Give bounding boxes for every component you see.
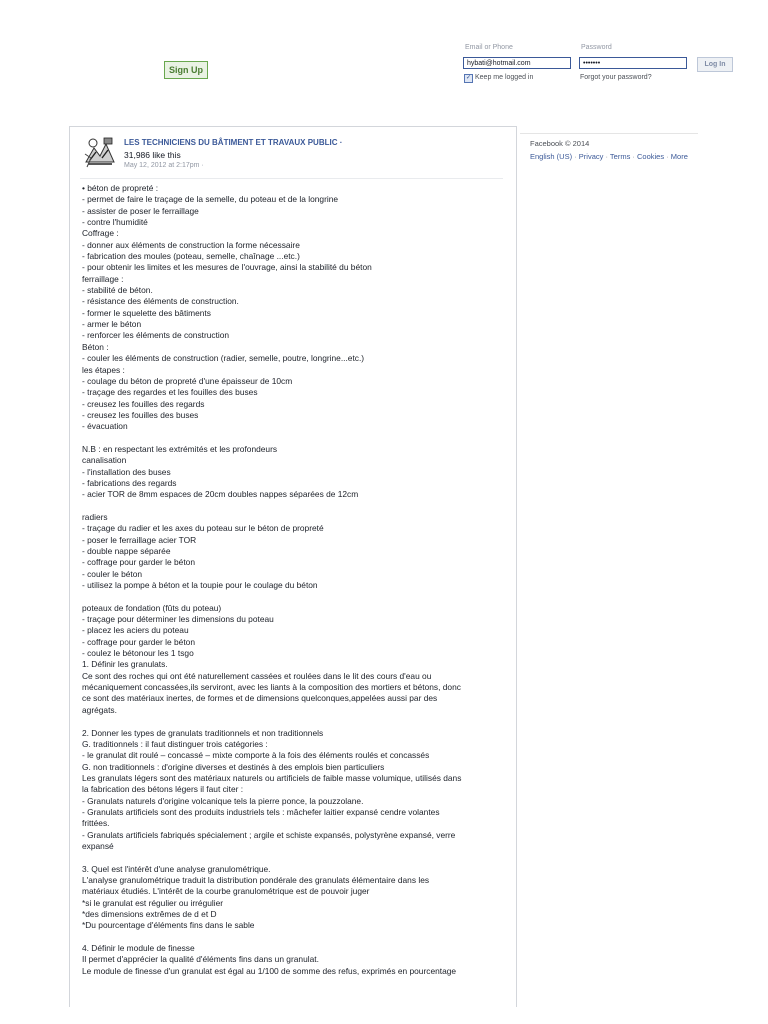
construction-logo-icon [82,134,118,170]
post-body-line: canalisation [82,455,127,466]
post-body-line: - Granulats naturels d'origine volcanique tels la pierre ponce, la pouzzolane. [82,795,364,806]
post-body-line: • béton de propreté : [82,183,159,193]
post-body-line: ferraillage : [82,273,124,284]
post-body-line: - coffrage pour garder le béton [82,636,195,647]
post-body-line: - utilisez la pompe à béton et la toupie pour le coulage du béton [82,580,318,591]
post-body-line: la fabrication des bétons légers il faut citer : [82,784,244,795]
post-body-line: - contre l'humidité [82,217,148,228]
likes-count: 31,986 like this [124,150,181,160]
sign-up-button[interactable]: Sign Up [164,61,208,79]
post-body-line: Les granulats légers sont des matériaux naturels ou artificiels de faible masse volumique, utilisés dans [82,772,462,783]
post-body-line: - coffrage pour garder le béton [82,557,195,568]
post-body-line: - armer le béton [82,319,142,330]
post-body-line: - coulez le bétonour les 1 tsgo [82,648,194,659]
post-body-line: *Du pourcentage d'éléments fins dans le sable [82,920,255,931]
post-body-line: - donner aux éléments de construction la forme nécessaire [82,239,300,250]
post-body-line: - fabrication des moules (poteau, semelle, chaînage ...etc.) [82,251,300,262]
sidebar-divider [520,133,698,134]
footer-link-terms[interactable]: Terms [609,152,631,161]
post-body-line: 4. Définir le module de finesse [82,943,195,954]
post-body-line: - le granulat dit roulé – concassé – mixte comporte à la fois des éléments roulés et concassés [82,750,430,761]
password-input[interactable]: ••••••• [579,57,687,69]
password-label: Password [581,44,612,51]
post-body-line: matériaux étudiés. L'intérêt de la courbe granulométrique est de pouvoir juger [82,886,370,897]
post-body-line: radiers [82,511,108,522]
copyright-text: Facebook © 2014 [530,139,590,148]
post-body-line: poteaux de fondation (fûts du poteau) [82,602,222,613]
post-body-line: G. non traditionnels : d'origine diverses et destinés à des emplois bien particuliers [82,761,385,772]
link-separator: · [630,152,637,161]
post-body-line: - couler les éléments de construction (radier, semelle, poutre, longrine...etc.) [82,353,365,364]
link-separator: · [572,152,579,161]
post-body-line: - placez les aciers du poteau [82,625,189,636]
post-timestamp[interactable]: May 12, 2012 at 2:17pm · [124,162,204,169]
post-body-line: - former le squelette des bâtiments [82,307,211,318]
forgot-password-link[interactable]: Forgot your password? [580,74,652,81]
post-body-line: - assister de poser le ferraillage [82,205,199,216]
post-body-line: 2. Donner les types de granulats traditionnels et non traditionnels [82,727,324,738]
post-body-line: - traçage pour déterminer les dimensions du poteau [82,614,274,625]
post-body-line: N.B : en respectant les extrémités et les profondeurs [82,443,278,454]
post-body-line: - permet de faire le traçage de la semelle, du poteau et de la longrine [82,194,339,205]
post-body-line: - couler le béton [82,568,143,579]
post-body-line [82,852,498,863]
footer-link-english-us[interactable]: English (US) [530,152,573,161]
email-input[interactable]: hybati@hotmail.com [463,57,571,69]
post-body-line: Béton : [82,341,109,352]
footer-link-cookies[interactable]: Cookies [637,152,665,161]
keep-logged-in-label: Keep me logged in [475,74,534,81]
post-body-line: agrégats. [82,704,117,715]
post-body-line [82,433,498,444]
post-body-line: - double nappe séparée [82,546,171,556]
post-body-line: ce sont des matériaux inertes, de formes et de dimensions quelconques,appelées aussi par des [82,693,438,704]
post-body-line: - Granulats artificiels fabriqués spécialement ; argile et schiste expansés, polystyrène expansé, verre [82,829,456,840]
post-body-line: Il permet d'apprécier la qualité d'éléments fins dans un granulat. [82,954,319,965]
footer-links [530,152,688,161]
post-body-line: - résistance des éléments de construction. [82,296,239,307]
post-body-line: - coulage du béton de propreté d'une épaisseur de 10cm [82,375,293,386]
post-body-line [82,932,498,943]
keep-logged-in-checkbox[interactable]: ✓ [465,75,472,81]
page-avatar[interactable] [82,134,118,170]
post-body-line: - traçage des regardes et les fouilles des buses [82,387,258,398]
post-body-line: expansé [82,840,114,851]
post-body-line: 3. Quel est l'intérêt d'une analyse granulométrique. [82,863,271,874]
post-body-line: 1. Définir les granulats. [82,659,168,670]
post-body-line: Le module de finesse d'un granulat est égal au 1/100 de somme des refus, exprimés en pourcentage [82,965,457,976]
post-body-line: - creusez les fouilles des regards [82,398,205,409]
post-body-line: - fabrications des regards [82,477,177,488]
post-body-line: *des dimensions extrêmes de d et D [82,909,217,919]
link-separator: · [603,152,610,161]
post-body-line: - renforcer les éléments de construction [82,330,230,341]
post-body-line [82,501,498,512]
post-body-line: - stabilité de béton. [82,285,153,296]
footer-link-privacy[interactable]: Privacy [578,152,604,161]
post-body-line: *si le granulat est régulier ou irrégulier [82,897,224,908]
post-body-line [82,716,498,727]
post-body-line: G. traditionnels : il faut distinguer trois catégories : [82,738,268,749]
post-body-line: L'analyse granulométrique traduit la distribution pondérale des granulats élémentaire dans les [82,874,430,885]
post-body-line: mécaniquement concassées,ils serviront, avec les liants à la composition des mortiers et bétons, donc [82,682,461,693]
footer-link-more[interactable]: More [670,152,688,161]
page-name-link[interactable]: LES TECHNICIENS DU BÂTIMENT ET TRAVAUX PUBLIC · [124,138,343,147]
email-label: Email or Phone [465,44,513,51]
link-separator: · [664,152,671,161]
post-body-line: frittées. [82,818,110,829]
post-body-line: Coffrage : [82,228,119,239]
post-body-line: - Granulats artificiels sont des produits industriels tels : mâchefer laitier expansé cendre volantes [82,806,440,817]
log-in-button[interactable]: Log In [697,57,733,72]
post-body-line: Ce sont des roches qui ont été naturellement cassées et roulées dans le lit des cours d'eau ou [82,670,432,681]
post-body-line: - évacuation [82,421,128,432]
post-body-line [82,591,498,602]
post-body-text [82,183,498,977]
post-body-line: - poser le ferraillage acier TOR [82,534,197,545]
post-body-line: - traçage du radier et les axes du poteau sur le béton de propreté [82,523,324,534]
post-body-line: - acier TOR de 8mm espaces de 20cm doubles nappes séparées de 12cm [82,489,359,500]
post-body-line: - pour obtenir les limites et les mesures de l'ouvrage, ainsi la stabilité du béton [82,262,372,273]
post-header-divider [80,178,503,179]
post-body-line: - l'installation des buses [82,466,171,477]
post-body-line: les étapes : [82,364,125,375]
post-body-line: - creusez les fouilles des buses [82,409,199,420]
